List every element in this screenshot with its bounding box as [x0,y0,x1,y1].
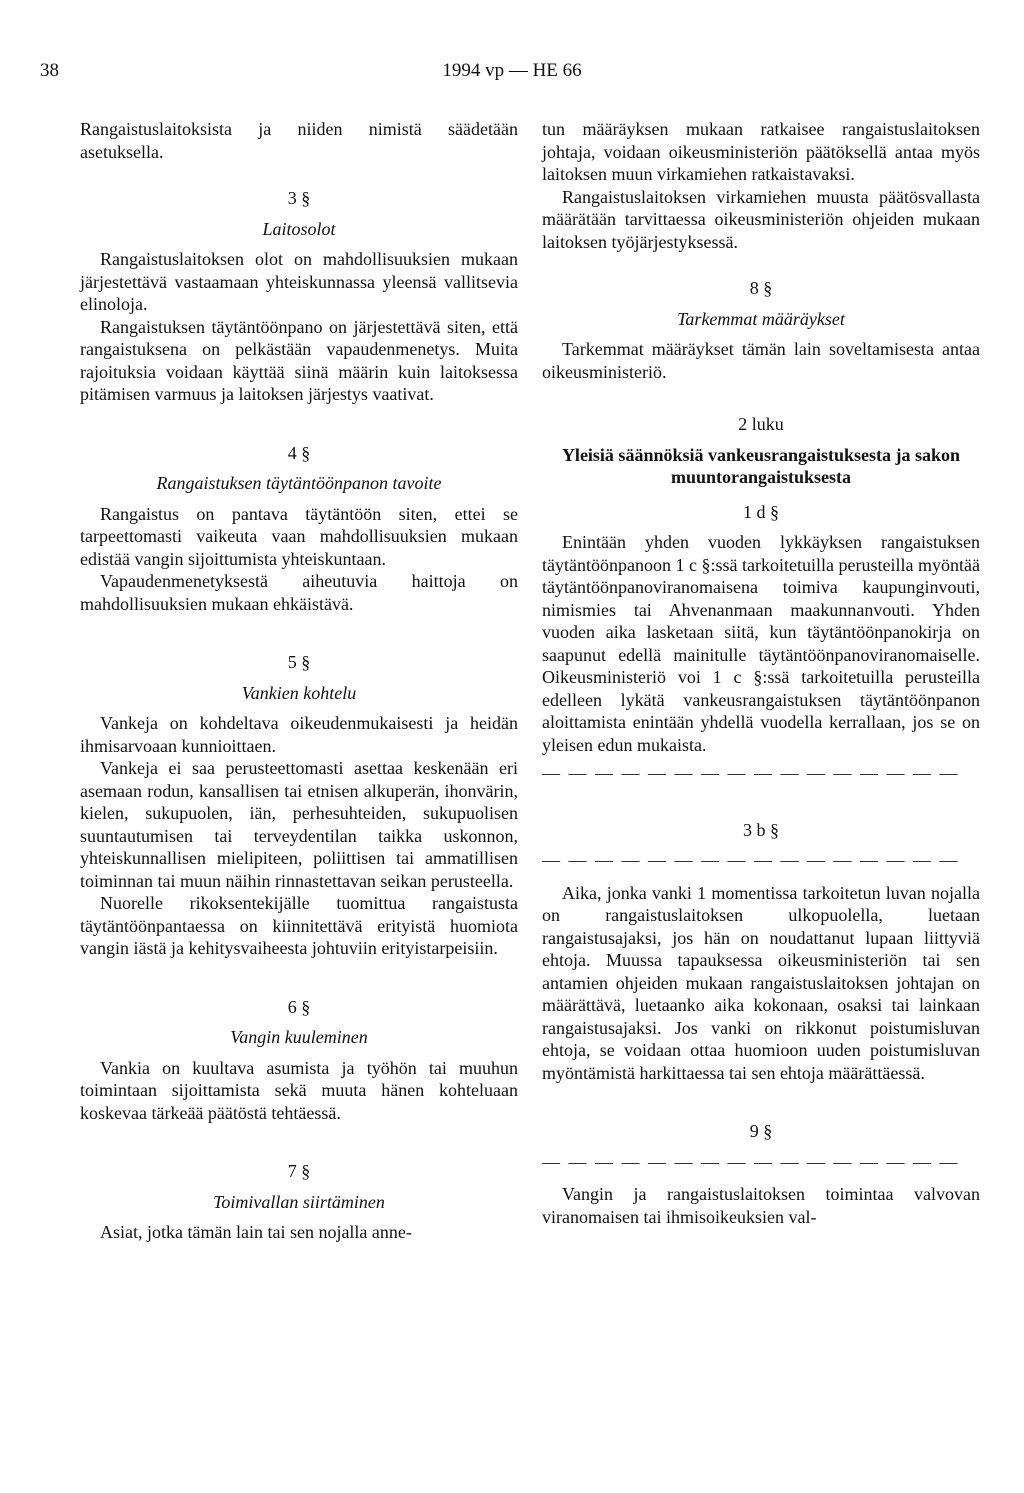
paragraph: Vankia on kuultava asumista ja työhön tai muuhun toimintaan sijoittamista sekä muuta hänen kohteluaan koskevaa tärkeää päätöstä tehtäessä. [80,1057,518,1123]
section-title: Vankien kohtelu [241,682,357,703]
section-title: Tarkemmat määräykset [677,308,845,329]
page-number: 38 [40,60,59,81]
chapter-title: Yleisiä säännöksiä vankeusrangaistuksesta ja sakon muuntorangaistuksesta [561,444,961,487]
left-column [80,118,518,1244]
paragraph: Vankeja ei saa perusteettomasti asettaa keskenään eri asemaan rodun, kansallisen tai etnisen alkuperän, ihonvärin, kielen, sukupuolen, iän, perhesuhteiden, sukupuolisen suuntautumisen tai terveydentilan taikka uskonnon, yhteiskunnallisen mielipiteen, poliittisen tai ammatillisen toiminnan tai muun näihin rinnastettavan seikan perusteella. [80,758,518,891]
paragraph: Vangin ja rangaistuslaitoksen toimintaa valvovan viranomaisen tai ihmisoikeuksien val- [542,1184,980,1227]
paragraph: Rangaistuslaitoksista ja niiden nimistä säädetään asetuksella. [80,119,518,162]
paragraph: Tarkemmat määräykset tämän lain soveltamisesta antaa oikeusministeriö. [542,339,980,382]
section-number: 4 § [287,442,311,463]
paragraph: Rangaistuslaitoksen virkamiehen muusta päätösvallasta määrätään tarvittaessa oikeusministeriön ohjeiden mukaan laitoksen työjärjestyksessä. [542,186,980,252]
paragraph: Enintään yhden vuoden lykkäyksen rangaistuksen täytäntöönpanoon 1 c §:ssä tarkoitetuilla perusteilla myöntää täytäntöönpanoviranomaisena toimiva kaupunginvouti, nimismies tai Ahvenanmaan maakunnanvouti. Yhden vuoden aika lasketaan siitä, kun täytäntöönpanokirja on saapunut edellä mainitulle täytäntöönpanoviranomaiselle. Oikeusministeriö voi 1 c §:ssä tarkoitetuilla perusteilla edelleen lykätä vankeusrangaistuksen täytäntöönpanon aloittamista enintään yhdellä vuodella kerrallaan, jos se on yleisen edun mukaista. [542,532,980,755]
section-number: 3 b § [743,819,779,840]
paragraph: Vankeja on kohdeltava oikeudenmukaisesti ja heidän ihmisarvoaan kunnioittaen. [80,713,518,756]
chapter-number: 2 luku [738,414,784,434]
page-header [40,60,984,86]
paragraph: tun määräyksen mukaan ratkaisee rangaistuslaitoksen johtaja, voidaan oikeusministeriön päätöksellä antaa myös laitoksen muun virkamiehen ratkaistavaksi. [542,119,980,184]
section-number: 1 d § [743,501,779,522]
omission-dashes: — — — — — — — — — — — — — — — — [542,850,960,870]
paragraph: Aika, jonka vanki 1 momentissa tarkoitetun luvan nojalla on rangaistuslaitoksen ulkopuolella, luetaan rangaistusajaksi, jos hän on noudattanut lupaan liittyviä ehtoja. Muussa tapauksessa oikeusministeriön tai sen antamien ohjeiden mukaan rangaistuslaitoksen johtajan on määrättävä, luetaanko aika kokonaan, osaksi tai lainkaan rangaistusajaksi. Jos vanki on rikkonut poistumisluvan ehtoja, se voidaan ottaa huomioon uuden poistumisluvan myöntämistä harkittaessa tai sen ehtoja määrättäessä. [542,882,980,1083]
omission-dashes: — — — — — — — — — — — — — — — — [542,763,960,783]
section-number: 3 § [287,188,311,208]
section-title: Toimivallan siirtäminen [213,1191,385,1212]
section-number: 8 § [749,278,773,298]
section-title: Rangaistuksen täytäntöönpanon tavoite [156,473,442,493]
document-id: 1994 vp — HE 66 [442,60,582,81]
section-title: Laitosolot [262,218,336,239]
section-title: Vangin kuuleminen [230,1027,368,1047]
paragraph: Rangaistuksen täytäntöönpano on järjestettävä siten, että rangaistuksena on pelkästään vapaudenmenetys. Muita rajoituksia voidaan käyttää siinä määrin kuin laitoksessa pitämisen varmuus ja laitoksen järjestys vaativat. [80,316,518,404]
right-column [542,118,980,1228]
section-number: 7 § [287,1161,311,1181]
paragraph: Rangaistuslaitoksen olot on mahdollisuuksien mukaan järjestettävä vastaamaan yhteiskunnassa yleensä vallitsevia elinoloja. [80,249,518,314]
paragraph: Rangaistus on pantava täytäntöön siten, ettei se tarpeettomasti vaikeuta vaan mahdollisuuksien mukaan edistää vangin sijoittumista yhteiskuntaan. [80,503,518,569]
section-number: 9 § [749,1121,773,1141]
section-number: 6 § [287,996,311,1017]
paragraph: Asiat, jotka tämän lain tai sen nojalla anne- [100,1222,412,1242]
section-number: 5 § [287,652,311,672]
omission-dashes: — — — — — — — — — — — — — — — — [542,1151,960,1172]
paragraph: Vapaudenmenetyksestä aiheutuvia haittoja on mahdollisuuksien mukaan ehkäistävä. [80,571,518,614]
paragraph: Nuorelle rikoksentekijälle tuomittua rangaistusta täytäntöönpantaessa on kiinnitettävä erityistä huomiota vangin iästä ja kehitysvaiheesta johtuviin erityistarpeisiin. [80,893,518,958]
